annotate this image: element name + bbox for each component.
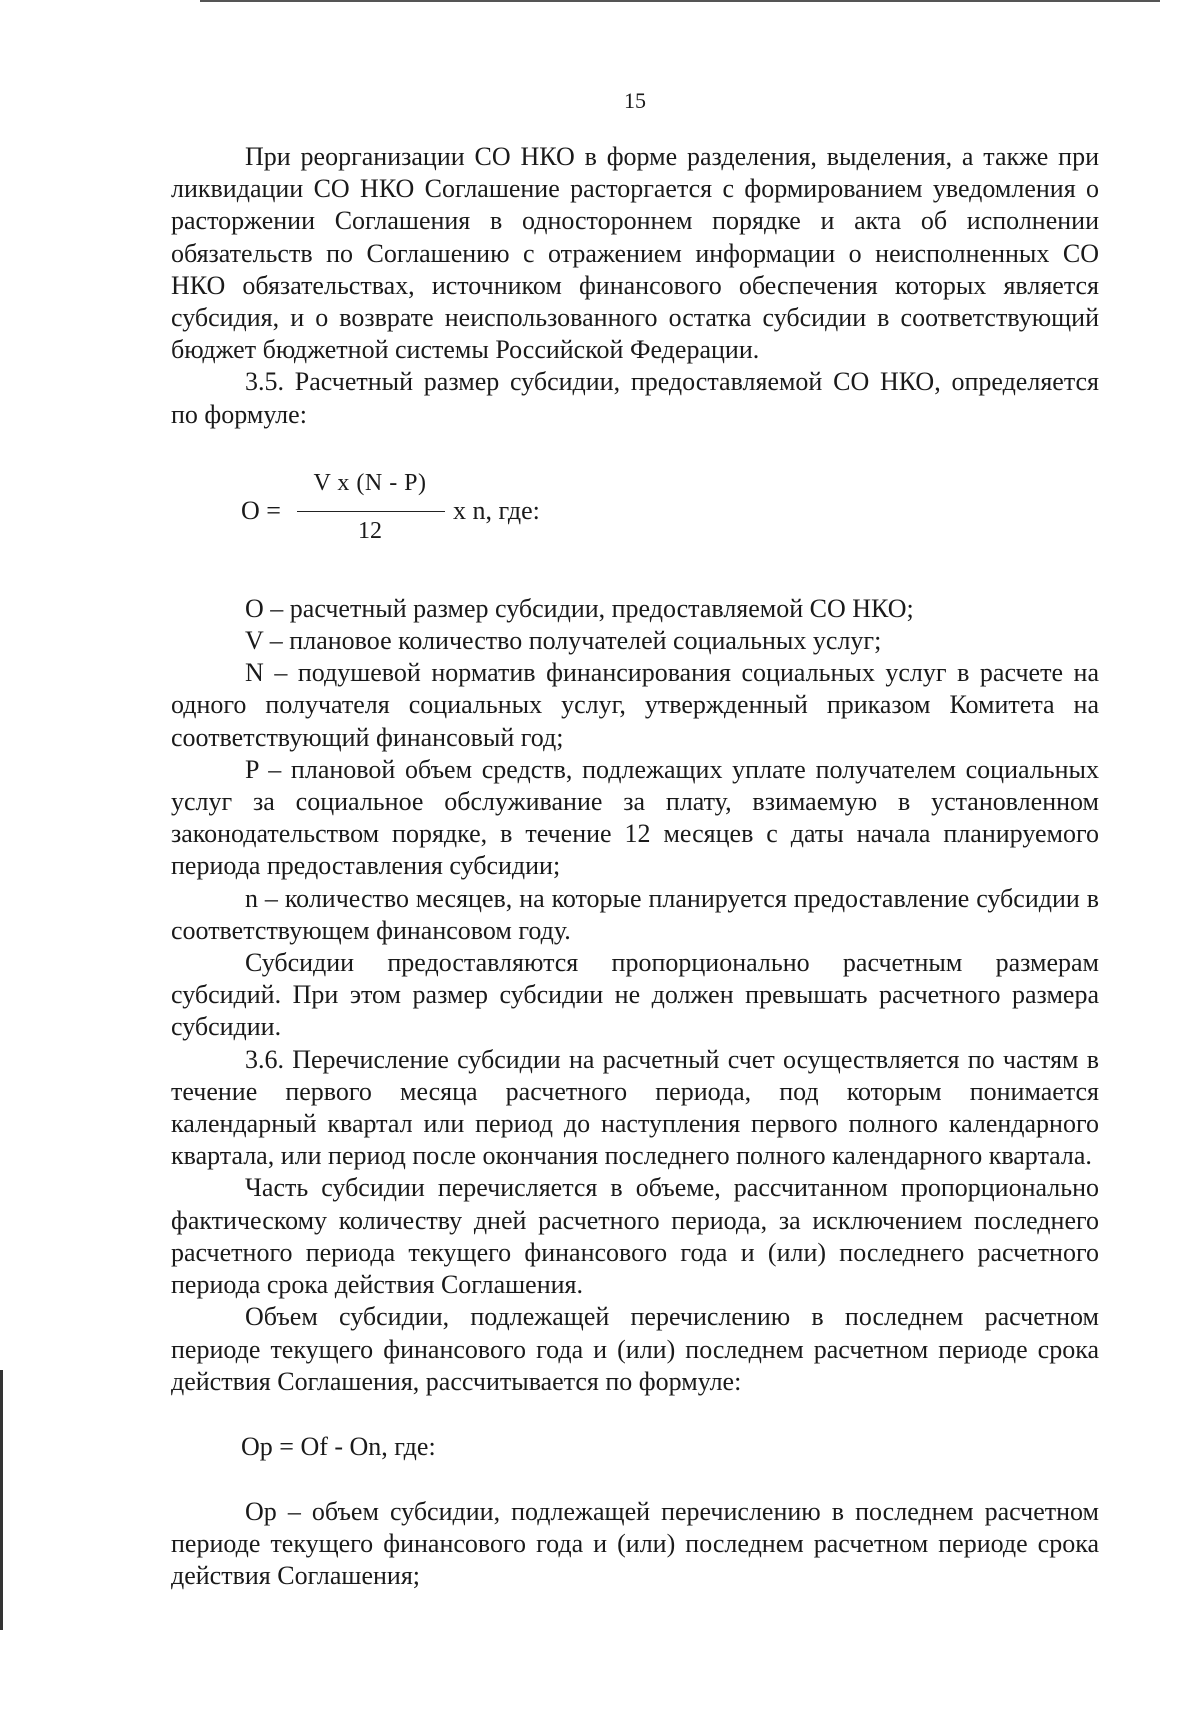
- paragraph-proportional: Субсидии предоставляются пропорционально расчетным размерам субсидий. При этом размер субсидии не должен превышать расчетного размера субсидии.: [171, 948, 1099, 1042]
- definition-o: O – расчетный размер субсидии, предоставляемой СО НКО;: [245, 593, 914, 623]
- formula-last-period: [171, 1398, 1099, 1496]
- formula-tail: x n, где:: [453, 495, 540, 525]
- paragraph-3-6: 3.6. Перечисление субсидии на расчетный счет осуществляется по частям в течение первого месяца расчетного периода, под которым понимается календарный квартал или период до наступления первого полного календарного квартала, или период после окончания последнего полного календарного квартала.: [171, 1044, 1099, 1171]
- formula-op: Op = Of - On, где:: [241, 1431, 436, 1461]
- paragraph-part-subsidy: Часть субсидии перечисляется в объеме, рассчитанном пропорционально фактическому количеству дней расчетного периода, за исключением последнего расчетного периода текущего финансового года и (или) последнего расчетного периода срока действия Соглашения.: [171, 1173, 1099, 1300]
- definition-p: P – плановой объем средств, подлежащих уплате получателем социальных услуг за социальное обслуживание за плату, взимаемую в установленном законодательством порядке, в течение 12 месяцев с даты начала планируемого периода предоставления субсидии;: [171, 754, 1099, 881]
- paragraph-3-5: 3.5. Расчетный размер субсидии, предоставляемой СО НКО, определяется по формуле:: [171, 367, 1099, 429]
- definition-v: V – плановое количество получателей социальных услуг;: [245, 626, 882, 656]
- formula-numerator: V x (N - P): [313, 469, 427, 496]
- formula-subsidy-size: [171, 431, 1099, 593]
- formula-denominator: 12: [358, 517, 382, 544]
- scan-edge-left: [0, 1370, 3, 1630]
- scan-edge-top: [200, 0, 1160, 2]
- definition-n-months: n – количество месяцев, на которые планируется предоставление субсидии в соответствующем финансовом году.: [171, 883, 1099, 945]
- document-body: [171, 141, 1099, 1593]
- formula-lhs: O =: [241, 495, 281, 525]
- paragraph-last-period: Объем субсидии, подлежащей перечислению в последнем расчетном периоде текущего финансового года и (или) последнем расчетном периоде срока действия Соглашения, рассчитывается по формуле:: [171, 1302, 1099, 1396]
- definition-op: Op – объем субсидии, подлежащей перечислению в последнем расчетном периоде текущего финансового года и (или) последнем расчетном периоде срока действия Соглашения;: [171, 1496, 1099, 1591]
- page-number: 15: [624, 88, 646, 113]
- fraction-bar: [297, 511, 445, 512]
- definition-n: N – подушевой норматив финансирования социальных услуг в расчете на одного получателя социальных услуг, утвержденный приказом Комитета на соответствующий финансовый год;: [171, 658, 1099, 752]
- paragraph-reorganization: При реорганизации СО НКО в форме разделения, выделения, а также при ликвидации СО НКО Соглашение расторгается с формированием уведомления о расторжении Соглашения в одностороннем порядке и акта об исполнении обязательств по Соглашению с отражением информации о неисполненных СО НКО обязательствах, источником финансового обеспечения которых является субсидия, и о возврате неиспользованного остатка субсидии в соответствующий бюджет бюджетной системы Российской Федерации.: [171, 142, 1099, 365]
